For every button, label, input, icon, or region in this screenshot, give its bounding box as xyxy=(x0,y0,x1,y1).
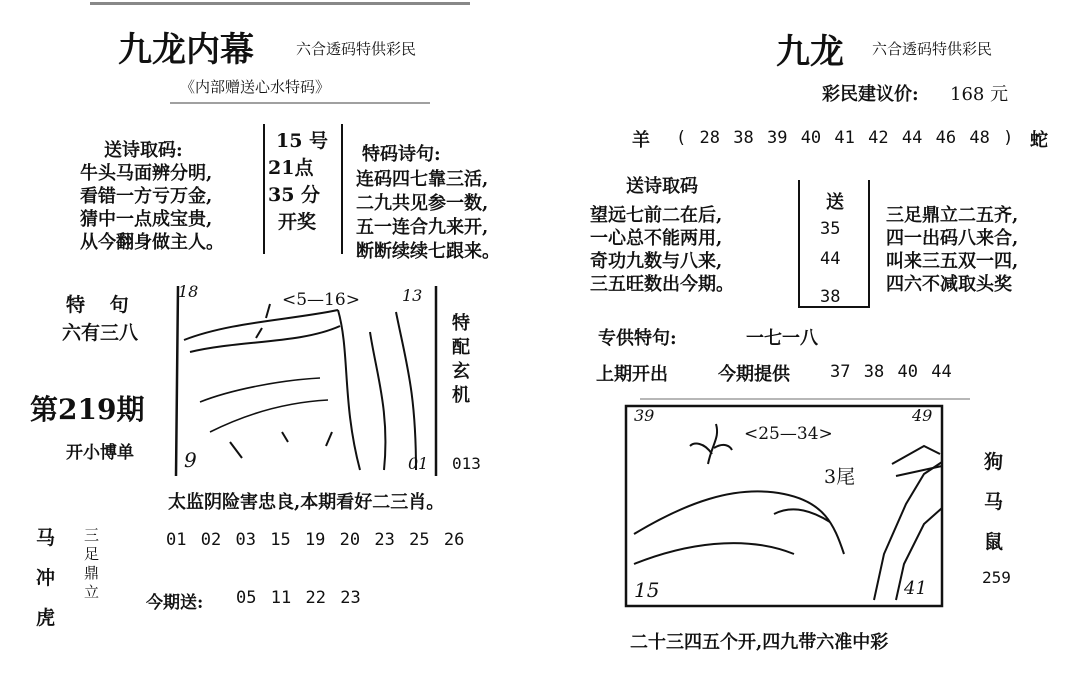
left-poem-line: 从今翻身做主人。 xyxy=(80,232,224,253)
pair-char: 机 xyxy=(452,385,470,406)
special-poem-line: 二九共见参一数, xyxy=(356,193,489,214)
left-sketch-tl: 18 xyxy=(178,282,199,301)
sheep-number: 40 xyxy=(800,128,822,148)
zodiac-vertical xyxy=(984,442,1003,562)
pair-number: 013 xyxy=(452,454,481,473)
draw-day: 15 号 xyxy=(276,130,329,152)
this-number: 37 xyxy=(830,362,851,382)
draw-time xyxy=(268,128,328,236)
right-poem-heading: 送诗取码 xyxy=(626,176,698,197)
right-poem-line: 四一出码八来合, xyxy=(886,228,1019,249)
right-poem-line: 叫来三五双一四, xyxy=(886,251,1019,272)
right-sketch-range: <25—34> xyxy=(744,424,833,444)
number: 20 xyxy=(339,530,361,550)
right-sketch-bl: 15 xyxy=(634,578,660,602)
give-label: 今期送: xyxy=(146,593,204,613)
number: 26 xyxy=(443,530,465,550)
tripod-vertical xyxy=(84,526,99,602)
last-label: 上期开出 xyxy=(596,364,668,385)
animal-char: 马 xyxy=(36,527,56,549)
pair-char: 玄 xyxy=(452,361,470,382)
number: 25 xyxy=(409,530,430,550)
number: 15 xyxy=(270,530,291,550)
right-sketch-tl: 39 xyxy=(634,406,655,425)
animal-char: 冲 xyxy=(36,567,56,589)
right-poem-left xyxy=(590,204,734,296)
left-poem-heading: 送诗取码: xyxy=(104,140,183,161)
sheep-number: 38 xyxy=(733,128,754,148)
send-number: 38 xyxy=(820,287,841,307)
tip-text: 开小博单 xyxy=(66,443,134,463)
give-number: 05 xyxy=(236,588,257,608)
this-label: 今期提供 xyxy=(718,364,790,385)
right-footer: 二十三四五个开,四九带六准中彩 xyxy=(630,632,889,653)
number: 23 xyxy=(374,530,395,550)
tripod-char: 足 xyxy=(84,545,100,563)
special-heading: 特码诗句: xyxy=(362,144,441,165)
pair-char: 配 xyxy=(452,337,470,358)
zodiac-char: 鼠 xyxy=(984,531,1004,553)
number: 02 xyxy=(200,530,222,550)
left-poem-line: 牛头马面辨分明, xyxy=(80,163,213,184)
animals-vertical xyxy=(36,518,55,638)
left-sketch-bl: 9 xyxy=(184,448,197,472)
left-poem xyxy=(80,162,224,254)
right-subtitle: 六合透码特供彩民 xyxy=(872,40,993,58)
left-sketch-br: 01 xyxy=(408,454,429,473)
pair-vertical xyxy=(452,312,470,408)
give-number: 11 xyxy=(270,588,292,608)
left-subtitle: 六合透码特供彩民 xyxy=(296,40,417,58)
eunuch-line: 太监阴险害忠良,本期看好二三肖。 xyxy=(168,492,445,513)
give-number: 23 xyxy=(340,588,361,608)
right-poem-line: 奇功九数与八来, xyxy=(590,251,723,272)
special-value: 一七一八 xyxy=(746,328,818,349)
right-sketch-br: 41 xyxy=(904,578,927,599)
special-phrase: 六有三八 xyxy=(62,322,139,344)
right-sketch-tr: 49 xyxy=(912,406,933,425)
sheep-number: 42 xyxy=(868,128,889,148)
send-number: 44 xyxy=(820,249,841,269)
zodiac-char: 马 xyxy=(984,491,1004,513)
special-phrase-label: 特 句 xyxy=(66,294,129,316)
left-gift-line: 《内部赠送心水特码》 xyxy=(180,78,331,96)
left-sketch-tr: 13 xyxy=(402,286,423,305)
zodiac-number: 259 xyxy=(982,568,1011,587)
this-numbers xyxy=(830,362,952,382)
special-poem-line: 连码四七靠三活, xyxy=(356,169,489,190)
this-number: 38 xyxy=(863,362,885,382)
send-number: 35 xyxy=(820,219,841,239)
sheep-number: 44 xyxy=(901,128,923,148)
period-number: 第219期 xyxy=(30,393,145,426)
animal-char: 虎 xyxy=(36,607,56,629)
sheep-number: 48 xyxy=(969,128,990,148)
special-poem-line: 断断续续七跟来。 xyxy=(356,241,500,262)
right-poem-line: 三五旺数出今期。 xyxy=(590,274,734,295)
special-poem-line: 五一连合九来开, xyxy=(356,217,489,238)
left-poem-line: 猜中一点成宝贵, xyxy=(80,209,213,230)
right-poem-line: 一心总不能两用, xyxy=(590,228,723,249)
gift-underline xyxy=(170,102,430,104)
right-title: 九龙 xyxy=(776,32,844,72)
special-poem xyxy=(356,168,500,264)
give-numbers xyxy=(236,588,361,608)
sheep-number: 28 xyxy=(699,128,720,148)
send-numbers xyxy=(820,214,840,312)
number: 03 xyxy=(235,530,256,550)
number: 19 xyxy=(304,530,326,550)
snake-label: 蛇 xyxy=(1030,130,1048,151)
price-value: 168 元 xyxy=(950,84,1009,105)
sheep-number: 41 xyxy=(834,128,855,148)
tripod-char: 立 xyxy=(84,583,100,601)
sheep-label: 羊 xyxy=(632,130,650,151)
number: 01 xyxy=(166,530,187,550)
special-label: 专供特句: xyxy=(598,328,677,349)
draw-minute: 35 分 xyxy=(268,184,321,206)
zodiac-char: 狗 xyxy=(984,451,1004,473)
pair-char: 特 xyxy=(452,313,470,334)
tripod-char: 鼎 xyxy=(84,564,100,582)
left-poem-line: 看错一方亏万金, xyxy=(80,186,213,207)
right-poem-line: 望远七前二在后, xyxy=(590,205,723,226)
right-poem-line: 四六不减取头奖 xyxy=(886,274,1012,295)
give-number: 22 xyxy=(305,588,326,608)
left-numbers xyxy=(166,530,464,550)
draw-label: 开奖 xyxy=(278,211,317,233)
tripod-char: 三 xyxy=(84,526,100,544)
right-poem-right xyxy=(886,204,1018,296)
top-scribble-line xyxy=(90,2,470,5)
left-sketch-range: <5—16> xyxy=(282,290,360,310)
left-sketch xyxy=(170,282,442,478)
send-label: 送 xyxy=(826,192,844,213)
price-label: 彩民建议价: xyxy=(822,84,919,105)
right-poem-line: 三足鼎立二五齐, xyxy=(886,205,1019,226)
draw-hour: 21点 xyxy=(268,157,314,179)
right-sketch-tail: 3尾 xyxy=(824,466,856,488)
sheep-numbers: ( 28 38 39 40 41 42 44 46 48 ) xyxy=(676,128,1014,148)
sheep-number: 39 xyxy=(766,128,788,148)
faint-underline xyxy=(640,398,970,400)
left-title: 九龙内幕 xyxy=(118,30,254,70)
sheep-number: 46 xyxy=(935,128,957,148)
this-number: 44 xyxy=(931,362,952,382)
this-number: 40 xyxy=(897,362,918,382)
